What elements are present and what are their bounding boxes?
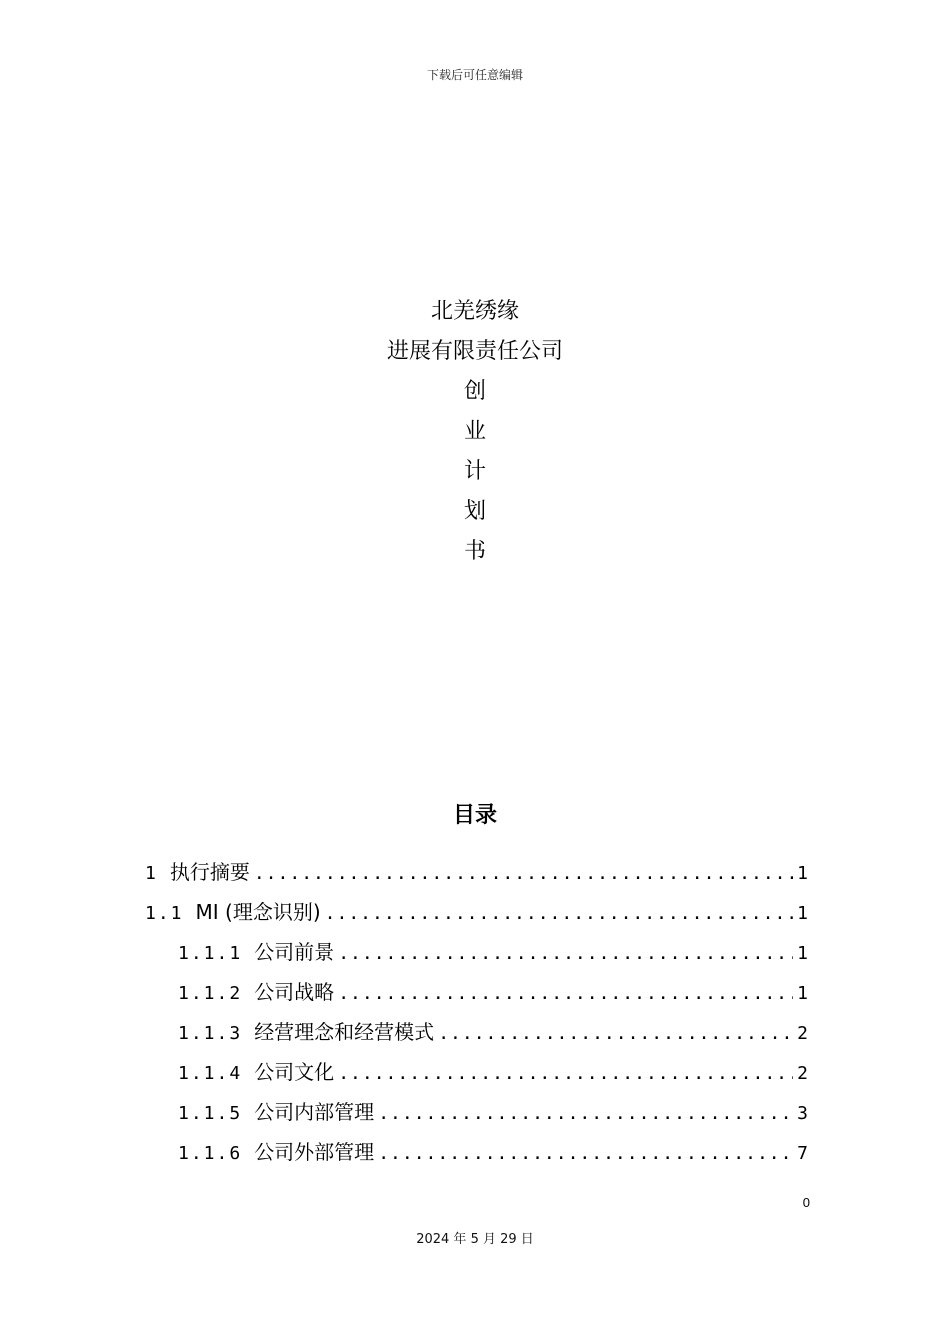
toc-entry[interactable] bbox=[145, 1132, 808, 1172]
toc-entry-number: 1.1.4 bbox=[178, 1063, 243, 1084]
toc-entry[interactable] bbox=[145, 972, 808, 1012]
toc-entry[interactable] bbox=[145, 892, 808, 932]
toc-heading: 目录 bbox=[452, 803, 497, 828]
toc-entry-number: 1.1.5 bbox=[178, 1103, 243, 1124]
toc-entry-title: 公司前景 bbox=[254, 940, 335, 964]
title-line-char-5: 书 bbox=[463, 539, 486, 564]
footer-date: 2024 年 5 月 29 日 bbox=[416, 1232, 534, 1247]
toc-leader-dots bbox=[254, 854, 793, 892]
title-line-char-1: 创 bbox=[463, 379, 486, 404]
title-line-char-3: 计 bbox=[463, 459, 486, 484]
page-number: 0 bbox=[802, 1195, 810, 1210]
toc-leader-dots bbox=[338, 934, 793, 972]
toc-entry-title: 经营理念和经营模式 bbox=[254, 1020, 435, 1044]
toc-entry-page: 1 bbox=[797, 943, 808, 964]
toc-entry-number: 1.1.6 bbox=[178, 1143, 243, 1164]
toc-entry-number: 1.1.3 bbox=[178, 1023, 243, 1044]
toc-entry-number: 1.1 bbox=[145, 903, 184, 924]
title-line-char-2: 业 bbox=[463, 419, 486, 444]
toc-entry[interactable] bbox=[145, 1052, 808, 1092]
toc-entry-title: 公司文化 bbox=[254, 1060, 335, 1084]
toc-leader-dots bbox=[325, 894, 794, 932]
title-line-char-4: 划 bbox=[463, 499, 486, 524]
title-line-company-type: 进展有限责任公司 bbox=[386, 339, 563, 364]
toc-entry-title: 公司外部管理 bbox=[254, 1140, 375, 1164]
table-of-contents bbox=[145, 852, 808, 1172]
toc-entry-page: 3 bbox=[797, 1103, 808, 1124]
toc-entry-page: 2 bbox=[797, 1063, 808, 1084]
toc-entry[interactable] bbox=[145, 1092, 808, 1132]
toc-entry-page: 1 bbox=[797, 983, 808, 1004]
toc-entry-page: 1 bbox=[797, 863, 808, 884]
toc-entry-title: 执行摘要 bbox=[169, 860, 250, 884]
toc-leader-dots bbox=[338, 974, 793, 1012]
toc-entry[interactable] bbox=[145, 932, 808, 972]
toc-entry-title: MI (理念识别) bbox=[195, 900, 321, 924]
toc-entry-title: 公司战略 bbox=[254, 980, 335, 1004]
document-title bbox=[0, 292, 950, 572]
toc-entry-number: 1.1.1 bbox=[178, 943, 243, 964]
header-note: 下载后可任意编辑 bbox=[426, 68, 523, 82]
toc-entry[interactable] bbox=[145, 852, 808, 892]
toc-leader-dots bbox=[378, 1094, 793, 1132]
toc-leader-dots bbox=[338, 1054, 793, 1092]
toc-entry[interactable] bbox=[145, 1012, 808, 1052]
toc-entry-page: 1 bbox=[797, 903, 808, 924]
toc-leader-dots bbox=[378, 1134, 793, 1172]
toc-entry-title: 公司内部管理 bbox=[254, 1100, 375, 1124]
title-line-company: 北羌绣缘 bbox=[430, 299, 519, 324]
toc-leader-dots bbox=[438, 1014, 793, 1052]
toc-entry-page: 7 bbox=[797, 1143, 808, 1164]
toc-entry-number: 1 bbox=[145, 863, 158, 884]
toc-entry-number: 1.1.2 bbox=[178, 983, 243, 1004]
toc-entry-page: 2 bbox=[797, 1023, 808, 1044]
